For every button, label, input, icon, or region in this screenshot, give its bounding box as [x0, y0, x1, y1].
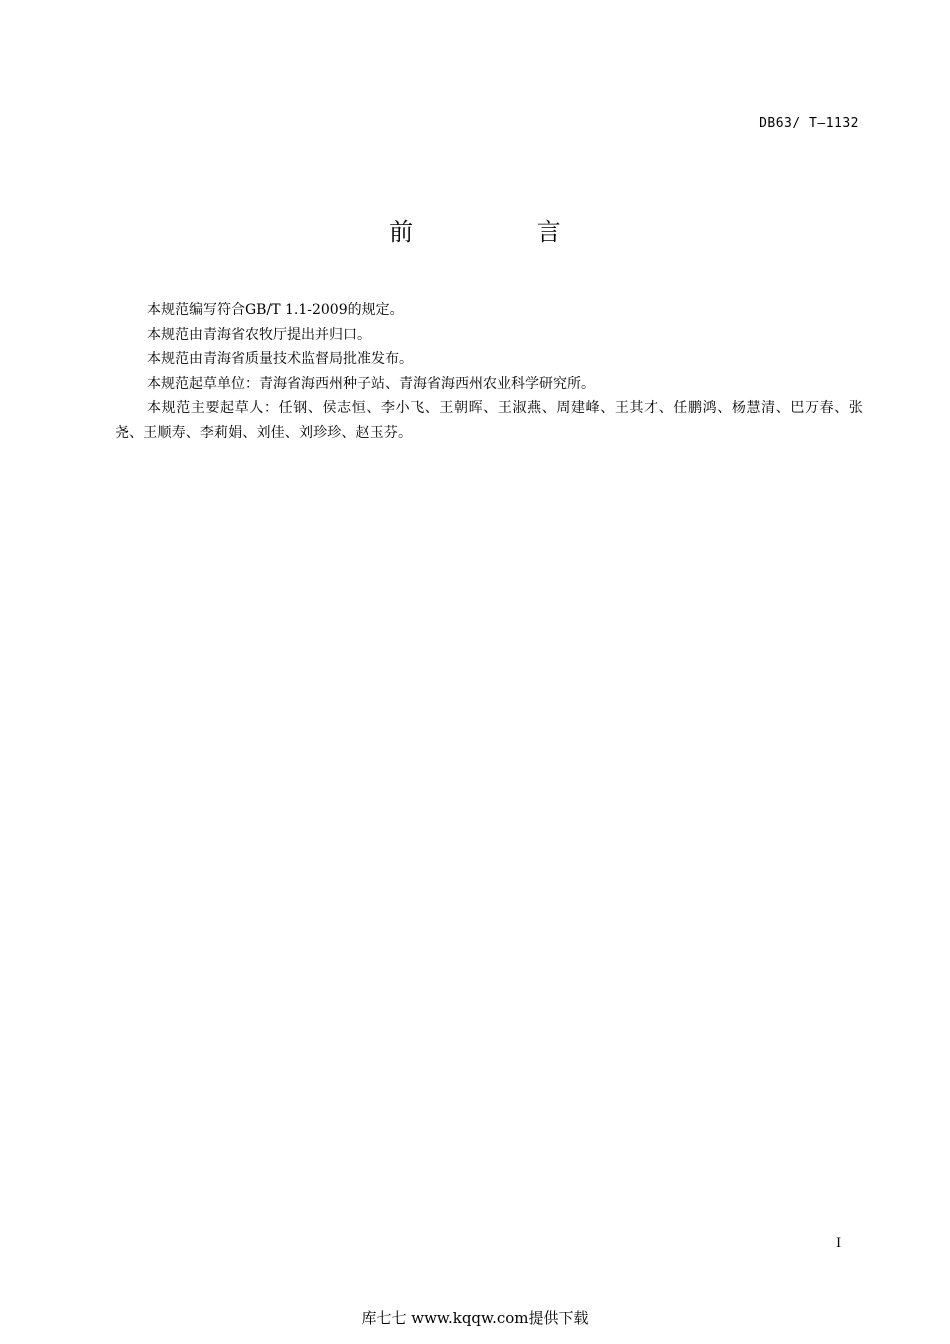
paragraph-drafting-units: 本规范起草单位：青海省海西州种子站、青海省海西州农业科学研究所。 — [147, 375, 595, 392]
page-number: I — [836, 1236, 842, 1251]
footer-download-note: 库七七 www.kqqw.com提供下载 — [361, 1309, 589, 1327]
paragraph-proposer: 本规范由青海省农牧厅提出并归口。 — [147, 326, 371, 343]
page-title: 前 言 — [389, 218, 619, 246]
paragraph-drafters: 本规范主要起草人：任钢、侯志恒、李小飞、王朝晖、王淑燕、周建峰、王其才、任鹏鸿、杨慧清、巴万春、张尧、王顺寿、李莉娟、刘佳、刘珍珍、赵玉芬。 — [115, 400, 863, 441]
paragraph-approver: 本规范由青海省质量技术监督局批准发布。 — [147, 351, 413, 367]
paragraph-format: 本规范编写符合GB/T 1.1-2009的规定。 — [147, 302, 404, 318]
standard-code: DB63/ T—1132 — [759, 116, 859, 131]
foreword-body — [115, 298, 863, 445]
